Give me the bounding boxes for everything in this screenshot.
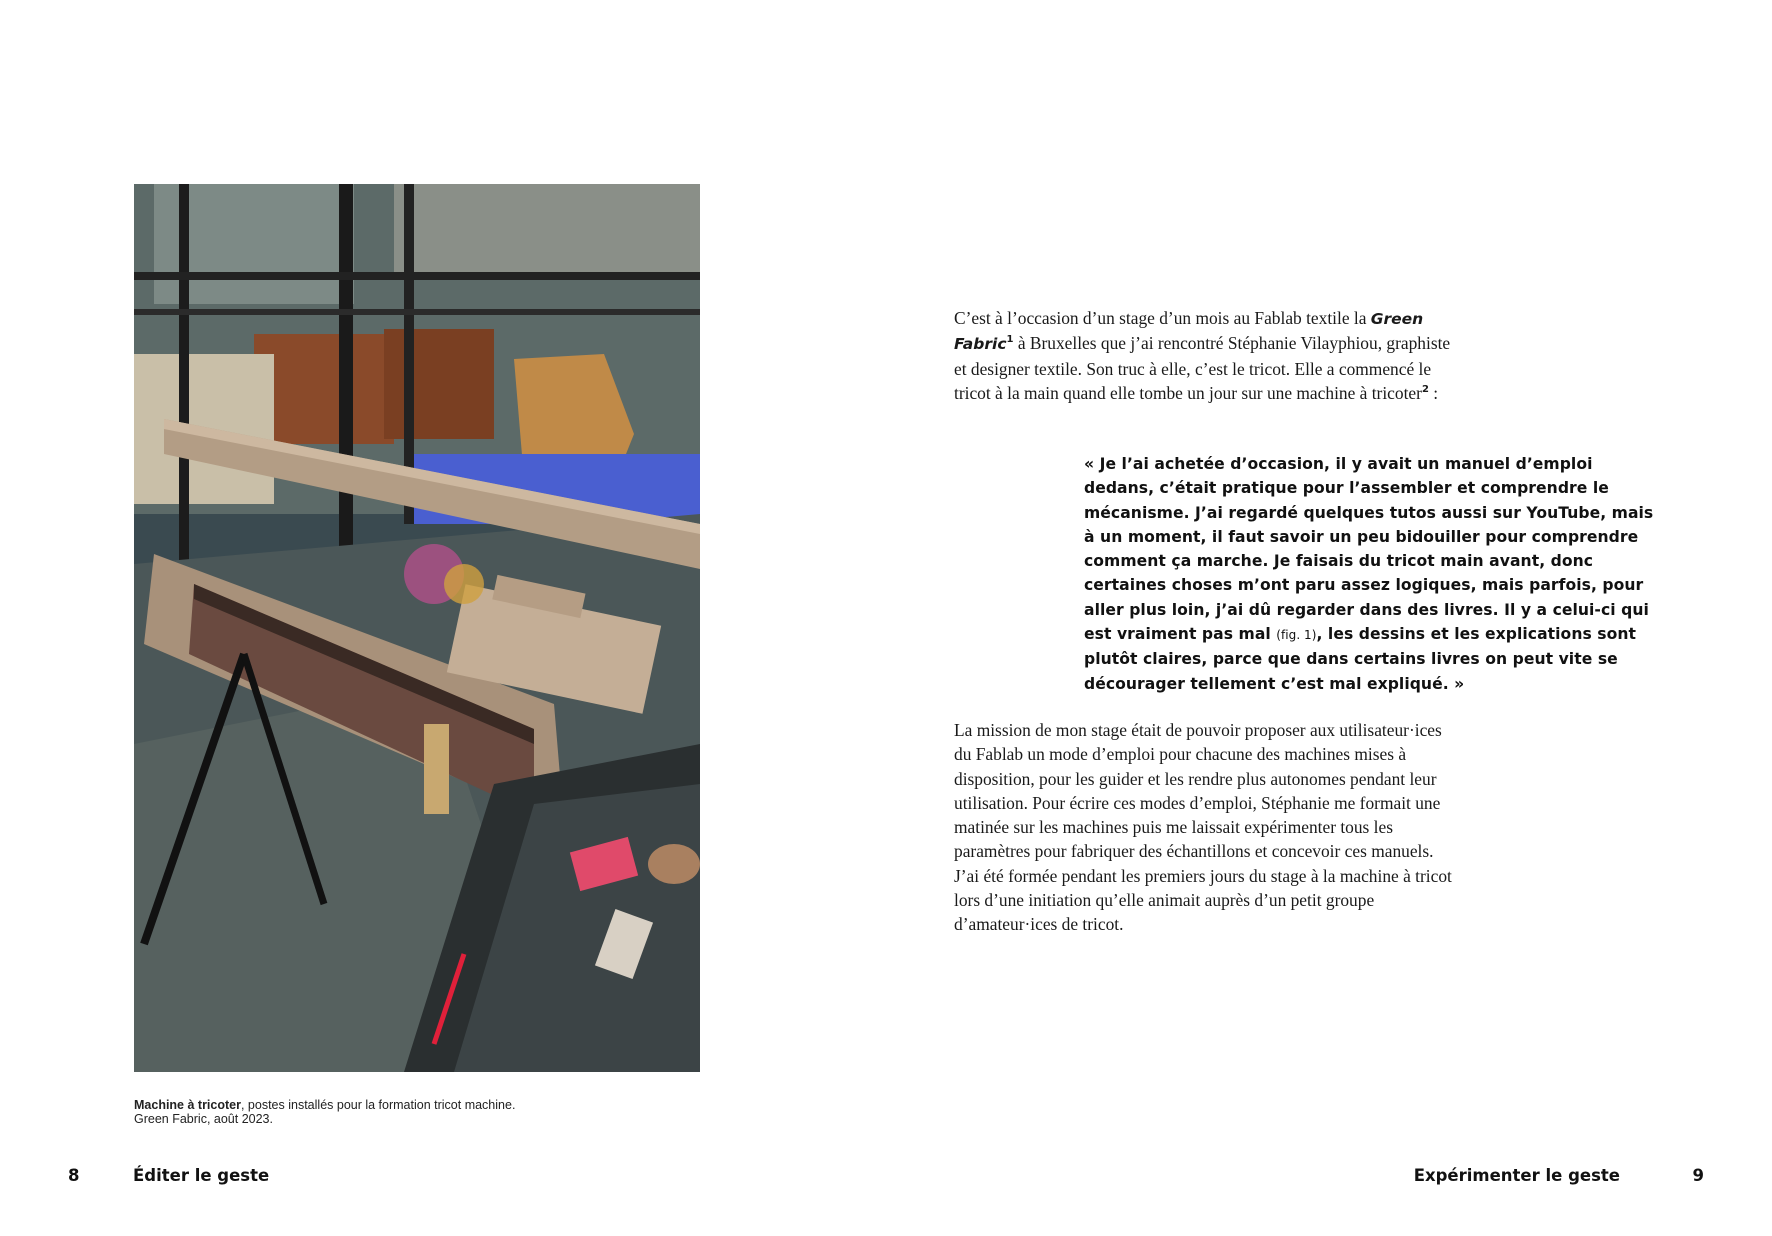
running-title-right: Expérimenter le geste bbox=[1413, 1166, 1620, 1185]
footnote-ref-1[interactable]: 1 bbox=[1006, 334, 1014, 346]
quote-part1: « Je l’ai achetée d’occasion, il y avait un manuel d’emploi dedans, c’était pratique pour l’assembler et comprendre le mécanisme. J’ai regardé quelques tutos aussi sur YouTube, mais à un moment, il faut savoir un peu bidouiller pour comprendre comment ça marche. Je faisais du tricot main avant, donc certaines choses m’ont paru assez logiques, mais parfois, pour aller plus loin, j’ai dû regarder dans des livres. Il y a celui-ci qui est vraiment pas mal bbox=[1084, 455, 1654, 644]
intro-paragraph bbox=[954, 306, 1454, 405]
running-title-left: Éditer le geste bbox=[133, 1166, 270, 1185]
caption-title: Machine à tricoter bbox=[134, 1098, 241, 1112]
interview-quote bbox=[1084, 452, 1664, 696]
caption-rest: , postes installés pour la formation tricot machine. bbox=[240, 1098, 516, 1112]
mission-paragraph: La mission de mon stage était de pouvoir proposer aux utilisateur·ices du Fablab un mode d’emploi pour chacune des machines mises à disposition, pour les guider et les rendre plus autonomes pendant leur utilisation. Pour écrire ces modes d’emploi, Stéphanie me formait une matinée sur les machines puis me laissait expérimenter tous les paramètres pour fabriquer des échantillons et concevoir ces manuels. J’ai été formée pendant les premiers jours du stage à la machine à tricot lors d’une initiation qu’elle animait auprès d’un petit groupe d’amateur·ices de tricot. bbox=[954, 720, 1452, 935]
intro-part1: C’est à l’occasion d’un stage d’un mois au Fablab textile la bbox=[954, 308, 1371, 328]
green-fabric-name: Green Fabric bbox=[954, 310, 1424, 354]
photo-caption bbox=[134, 1098, 734, 1126]
page-number-left: 8 bbox=[68, 1166, 80, 1185]
intro-part3: : bbox=[1428, 382, 1439, 403]
footnote-ref-2[interactable]: 2 bbox=[1421, 384, 1429, 396]
page-number-right: 9 bbox=[1692, 1166, 1704, 1185]
knitting-machine-photo bbox=[134, 184, 700, 1072]
figure-reference[interactable]: (fig. 1) bbox=[1276, 628, 1317, 643]
caption-line2: Green Fabric, août 2023. bbox=[134, 1112, 273, 1126]
photo-illustration bbox=[134, 184, 700, 1072]
quote-part2: , les dessins et les explications sont plutôt claires, parce que dans certains livres on peut vite se décourager tellement c’est mal expliqué. » bbox=[1084, 625, 1637, 693]
right-page bbox=[886, 0, 1772, 1236]
intro-part2: à Bruxelles que j’ai rencontré Stéphanie Vilayphiou, graphiste et designer textile. Son truc à elle, c’est le tricot. Elle a commencé le tricot à la main quand elle tombe un jour sur une machine à tricoter bbox=[954, 333, 1451, 403]
